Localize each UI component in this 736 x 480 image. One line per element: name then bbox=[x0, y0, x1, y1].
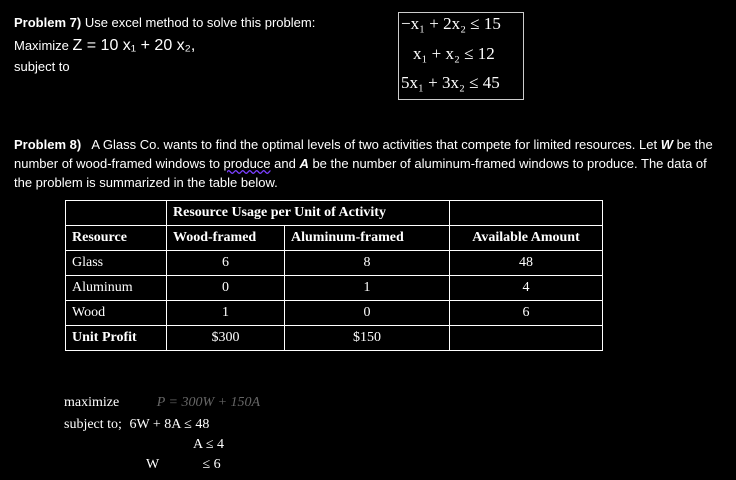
problem7-heading bbox=[14, 15, 315, 30]
resource-table bbox=[65, 200, 603, 351]
constraint-3: 5x₁ + 3x₂ ≤ 45 bbox=[401, 73, 500, 92]
cell-wood: 0 bbox=[167, 276, 285, 301]
var-a: A bbox=[299, 156, 309, 171]
cell-wood: $300 bbox=[167, 326, 285, 351]
subject-to-model: subject to; bbox=[64, 417, 122, 432]
col-avail: Available Amount bbox=[450, 226, 603, 251]
cell-avail: 6 bbox=[450, 301, 603, 326]
var-w: W bbox=[660, 137, 673, 152]
model-constraint-3 bbox=[146, 457, 221, 473]
row-name: Wood bbox=[66, 301, 167, 326]
spell-flag-produce: produce bbox=[223, 156, 271, 171]
cell-alum: $150 bbox=[285, 326, 450, 351]
cell-avail bbox=[450, 326, 603, 351]
problem7-label: Problem 7) bbox=[14, 15, 82, 30]
problem8-text-2: be the number of wood-framed windows to bbox=[14, 137, 713, 171]
cell-alum: 8 bbox=[285, 251, 450, 276]
problem8-paragraph bbox=[14, 135, 714, 192]
cell-avail: 4 bbox=[450, 276, 603, 301]
problem7-instruction: Use excel method to solve this problem: bbox=[84, 15, 316, 30]
constraint-1: −x₁ + 2x₂ ≤ 15 bbox=[401, 14, 501, 33]
header-group: Resource Usage per Unit of Activity bbox=[167, 201, 450, 226]
subject-to-label: subject to bbox=[14, 59, 70, 74]
cell-alum: 0 bbox=[285, 301, 450, 326]
table-row bbox=[66, 326, 603, 351]
problem8-label: Problem 8) bbox=[14, 137, 82, 152]
table-row bbox=[66, 226, 603, 251]
model-c1: 6W + 8A ≤ 48 bbox=[129, 417, 210, 432]
objective-function: Z = 10 x₁ + 20 x₂, bbox=[72, 37, 196, 54]
model-c3-rest: ≤ 6 bbox=[202, 457, 221, 472]
constraint-2: x₁ + x₂ ≤ 12 bbox=[413, 44, 495, 63]
row-name: Unit Profit bbox=[66, 326, 167, 351]
model-constraint-1 bbox=[64, 417, 209, 433]
model-maximize-line bbox=[64, 395, 260, 411]
cell-wood: 1 bbox=[167, 301, 285, 326]
model-constraint-2: A ≤ 4 bbox=[193, 437, 225, 452]
problem8-text-1: A Glass Co. wants to find the optimal levels of two activities that compete for limited resources. Let bbox=[91, 137, 661, 152]
table-row bbox=[66, 201, 603, 226]
maximize-label: maximize bbox=[64, 395, 120, 410]
cell-alum: 1 bbox=[285, 276, 450, 301]
problem8-text-4: be the number of aluminum-framed windows to produce. The data of the problem is summarized in the table below. bbox=[14, 156, 707, 190]
table-row bbox=[66, 276, 603, 301]
col-wood: Wood-framed bbox=[167, 226, 285, 251]
table-row bbox=[66, 301, 603, 326]
row-name: Aluminum bbox=[66, 276, 167, 301]
cell-avail: 48 bbox=[450, 251, 603, 276]
maximize-word: Maximize bbox=[14, 38, 69, 53]
constraints-box bbox=[398, 12, 524, 100]
row-name: Glass bbox=[66, 251, 167, 276]
cell-wood: 6 bbox=[167, 251, 285, 276]
objective-p: P = 300W + 150A bbox=[156, 395, 261, 410]
model-c3-var: W bbox=[146, 457, 159, 472]
problem7-objective-line bbox=[14, 37, 195, 55]
col-alum: Aluminum-framed bbox=[285, 226, 450, 251]
col-resource: Resource bbox=[66, 226, 167, 251]
table-row bbox=[66, 251, 603, 276]
problem8-text-3: and bbox=[270, 156, 300, 171]
